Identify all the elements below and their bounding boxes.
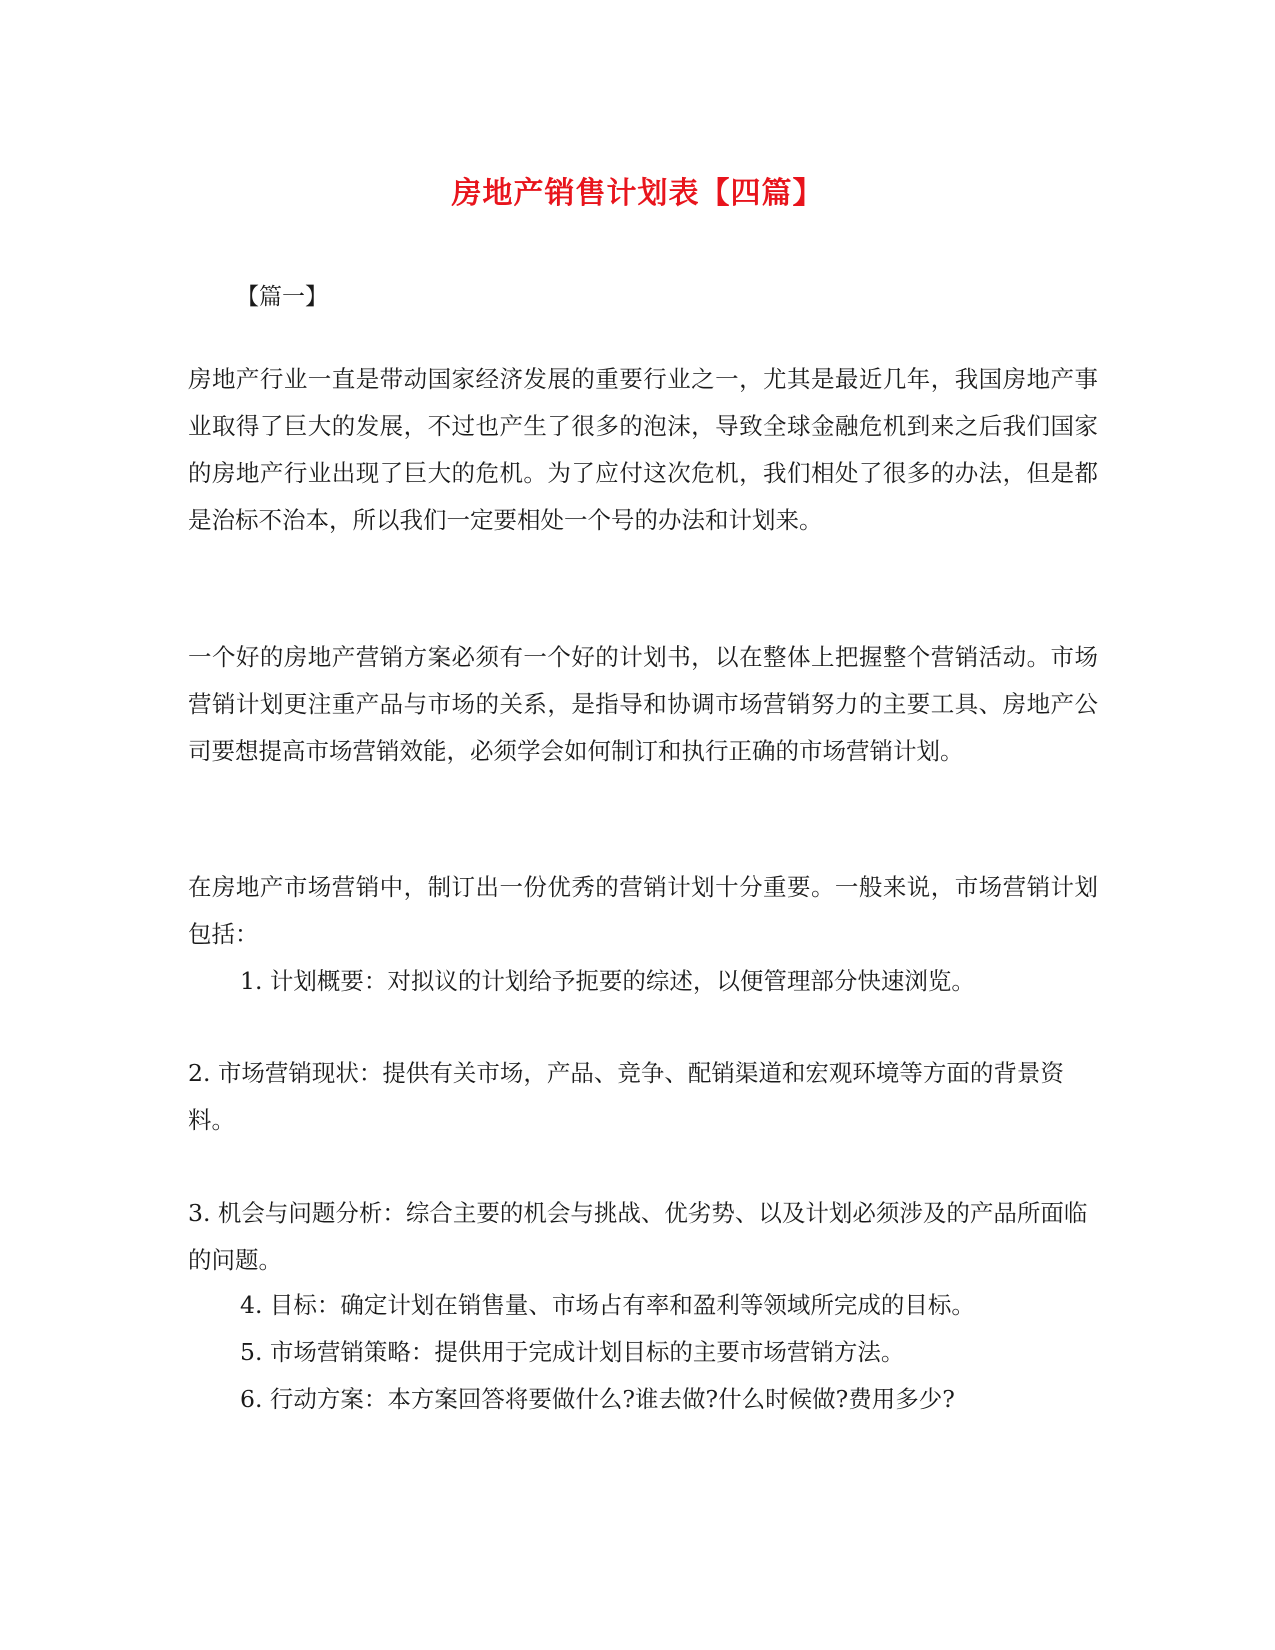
page-title: 房地产销售计划表【四篇】 <box>451 176 824 211</box>
list-item: 4. 目标：确定计划在销售量、市场占有率和盈利等领域所完成的目标。 <box>240 1291 975 1319</box>
list-item: 3. 机会与问题分析：综合主要的机会与挑战、优劣势、以及计划必须涉及的产品所面临的问题。 <box>188 1199 1088 1274</box>
list-item: 1. 计划概要：对拟议的计划给予扼要的综述，以便管理部分快速浏览。 <box>240 967 975 995</box>
section-label: 【篇一】 <box>236 284 328 310</box>
list-item: 2. 市场营销现状：提供有关市场，产品、竞争、配销渠道和宏观环境等方面的背景资料。 <box>188 1059 1064 1134</box>
paragraph-intro: 房地产行业一直是带动国家经济发展的重要行业之一，尤其是最近几年，我国房地产事业取得了巨大的发展，不过也产生了很多的泡沫，导致全球金融危机到来之后我们国家的房地产行业出现了巨大的危机。为了应付这次危机，我们相处了很多的办法，但是都是治标不治本，所以我们一定要相处一个号的办法和计划来。 <box>188 365 1098 534</box>
list-item: 5. 市场营销策略：提供用于完成计划目标的主要市场营销方法。 <box>240 1338 905 1366</box>
list-item: 6. 行动方案：本方案回答将要做什么?谁去做?什么时候做?费用多少? <box>240 1385 955 1413</box>
paragraph-plan: 一个好的房地产营销方案必须有一个好的计划书，以在整体上把握整个营销活动。市场营销计划更注重产品与市场的关系，是指导和协调市场营销努力的主要工具、房地产公司要想提高市场营销效能，必须学会如何制订和执行正确的市场营销计划。 <box>188 643 1098 765</box>
paragraph-contents: 在房地产市场营销中，制订出一份优秀的营销计划十分重要。一般来说，市场营销计划包括： <box>188 873 1098 948</box>
